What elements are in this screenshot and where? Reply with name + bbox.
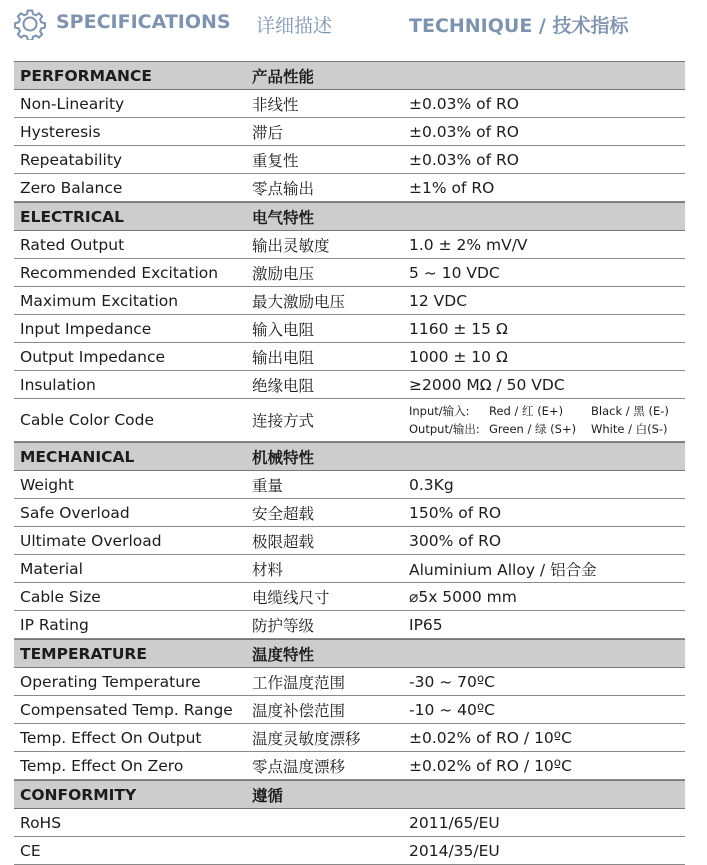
spec-name-cn: 工作温度范围 bbox=[252, 673, 346, 692]
section-title: ELECTRICAL bbox=[20, 207, 124, 226]
section-title: MECHANICAL bbox=[20, 447, 135, 466]
spec-name: Temp. Effect On Zero bbox=[20, 756, 184, 775]
spec-value: ±0.02% of RO / 10ºC bbox=[409, 756, 572, 775]
cable-port-label: Input/输入: bbox=[409, 404, 470, 418]
spec-value: ⌀5x 5000 mm bbox=[409, 587, 517, 606]
spec-row bbox=[14, 555, 685, 583]
spec-value: 0.3Kg bbox=[409, 475, 454, 494]
gear-icon bbox=[14, 8, 46, 40]
spec-row bbox=[14, 668, 685, 696]
spec-name-cn: 重量 bbox=[252, 476, 284, 495]
spec-value: ±0.03% of RO bbox=[409, 94, 519, 113]
spec-row bbox=[14, 583, 685, 611]
header-title-technique: TECHNIQUE / 技术指标 bbox=[409, 15, 629, 37]
spec-row bbox=[14, 696, 685, 724]
spec-row bbox=[14, 499, 685, 527]
spec-row bbox=[14, 611, 685, 639]
spec-value: -30 ~ 70ºC bbox=[409, 672, 496, 691]
spec-name: RoHS bbox=[20, 813, 62, 832]
section-title-cn: 产品性能 bbox=[252, 67, 315, 86]
section-header bbox=[14, 639, 685, 668]
section-title: PERFORMANCE bbox=[20, 66, 152, 85]
spec-value: 2011/65/EU bbox=[409, 813, 500, 832]
spec-name: Compensated Temp. Range bbox=[20, 700, 233, 719]
cable-port-label: Output/输出: bbox=[409, 422, 480, 436]
spec-value: ±0.03% of RO bbox=[409, 122, 519, 141]
cable-wire-color: Black / 黑 (E-) bbox=[591, 404, 669, 418]
spec-name: Rated Output bbox=[20, 235, 125, 254]
spec-name: Maximum Excitation bbox=[20, 291, 179, 310]
spec-name: IP Rating bbox=[20, 615, 89, 634]
cable-color-row bbox=[14, 399, 685, 442]
spec-value: 300% of RO bbox=[409, 531, 502, 550]
spec-row bbox=[14, 752, 685, 780]
section-header bbox=[14, 442, 685, 471]
section-title-cn: 机械特性 bbox=[252, 448, 315, 467]
spec-value: Aluminium Alloy / 铝合金 bbox=[409, 560, 597, 579]
section-header bbox=[14, 202, 685, 231]
section-header bbox=[14, 61, 685, 90]
spec-row bbox=[14, 259, 685, 287]
spec-name-cn: 极限超载 bbox=[252, 532, 315, 551]
spec-row bbox=[14, 90, 685, 118]
spec-row bbox=[14, 315, 685, 343]
spec-value: 150% of RO bbox=[409, 503, 502, 522]
spec-header bbox=[0, 0, 707, 46]
spec-name-cn: 材料 bbox=[252, 560, 284, 579]
spec-value: 2014/35/EU bbox=[409, 841, 500, 860]
spec-row bbox=[14, 343, 685, 371]
spec-name-cn: 零点输出 bbox=[252, 179, 315, 198]
spec-name-cn: 滞后 bbox=[252, 123, 284, 142]
spec-table bbox=[14, 61, 685, 865]
spec-name: Repeatability bbox=[20, 150, 123, 169]
spec-row bbox=[14, 724, 685, 752]
cable-wire-color: Green / 绿 (S+) bbox=[489, 422, 577, 436]
spec-name: Temp. Effect On Output bbox=[20, 728, 202, 747]
spec-name: Operating Temperature bbox=[20, 672, 201, 691]
spec-name-cn: 输入电阻 bbox=[252, 320, 315, 339]
spec-value: 5 ~ 10 VDC bbox=[409, 263, 500, 282]
spec-row bbox=[14, 837, 685, 865]
section-title: TEMPERATURE bbox=[20, 644, 147, 663]
spec-name: Insulation bbox=[20, 375, 96, 394]
spec-row bbox=[14, 287, 685, 315]
spec-name: Material bbox=[20, 559, 83, 578]
spec-name: Output Impedance bbox=[20, 347, 166, 366]
header-title-chinese: 详细描述 bbox=[256, 15, 333, 37]
spec-value: ±0.03% of RO bbox=[409, 150, 519, 169]
spec-value: ≥2000 MΩ / 50 VDC bbox=[409, 375, 565, 394]
spec-name: CE bbox=[20, 841, 41, 860]
spec-name-cn: 温度补偿范围 bbox=[252, 701, 346, 720]
spec-value: -10 ~ 40ºC bbox=[409, 700, 496, 719]
spec-row bbox=[14, 231, 685, 259]
spec-name-cn: 电缆线尺寸 bbox=[252, 588, 330, 607]
spec-row bbox=[14, 174, 685, 202]
section-title-cn: 遵循 bbox=[252, 786, 284, 805]
spec-row bbox=[14, 527, 685, 555]
spec-name: Hysteresis bbox=[20, 122, 101, 141]
spec-name-cn: 温度灵敏度漂移 bbox=[252, 729, 361, 748]
spec-name: Non-Linearity bbox=[20, 94, 125, 113]
spec-row bbox=[14, 118, 685, 146]
spec-name: Safe Overload bbox=[20, 503, 130, 522]
spec-name-cn: 零点温度漂移 bbox=[252, 757, 346, 776]
spec-row bbox=[14, 146, 685, 174]
spec-name: Recommended Excitation bbox=[20, 263, 219, 282]
spec-row bbox=[14, 371, 685, 399]
spec-name-cn: 输出电阻 bbox=[252, 348, 315, 367]
section-title-cn: 电气特性 bbox=[252, 208, 315, 227]
header-title-specifications: SPECIFICATIONS bbox=[56, 11, 231, 33]
spec-value: IP65 bbox=[409, 615, 443, 634]
spec-row bbox=[14, 809, 685, 837]
spec-name-cn: 非线性 bbox=[252, 95, 299, 114]
spec-row bbox=[14, 471, 685, 499]
spec-value: 1000 ± 10 Ω bbox=[409, 347, 508, 366]
spec-name-cn: 激励电压 bbox=[252, 264, 315, 283]
spec-name: Weight bbox=[20, 475, 75, 494]
spec-value: 12 VDC bbox=[409, 291, 468, 310]
spec-value: ±1% of RO bbox=[409, 178, 495, 197]
spec-value: 1160 ± 15 Ω bbox=[409, 319, 508, 338]
spec-name-cn: 连接方式 bbox=[252, 412, 315, 430]
section-title: CONFORMITY bbox=[20, 785, 137, 804]
spec-name-cn: 防护等级 bbox=[252, 616, 315, 635]
section-title-cn: 温度特性 bbox=[252, 645, 315, 664]
spec-name: Cable Color Code bbox=[20, 411, 155, 429]
cable-wire-color: White / 白(S-) bbox=[591, 422, 668, 436]
spec-name-cn: 最大激励电压 bbox=[252, 292, 346, 311]
spec-name: Cable Size bbox=[20, 587, 101, 606]
spec-name: Input Impedance bbox=[20, 319, 152, 338]
spec-name: Ultimate Overload bbox=[20, 531, 162, 550]
spec-value: 1.0 ± 2% mV/V bbox=[409, 235, 528, 254]
spec-name: Zero Balance bbox=[20, 178, 123, 197]
spec-name-cn: 绝缘电阻 bbox=[252, 376, 315, 395]
cable-wire-color: Red / 红 (E+) bbox=[489, 404, 564, 418]
spec-value: ±0.02% of RO / 10ºC bbox=[409, 728, 572, 747]
spec-name-cn: 重复性 bbox=[252, 151, 299, 170]
section-header bbox=[14, 780, 685, 809]
spec-name-cn: 输出灵敏度 bbox=[252, 236, 330, 255]
spec-name-cn: 安全超载 bbox=[252, 504, 315, 523]
